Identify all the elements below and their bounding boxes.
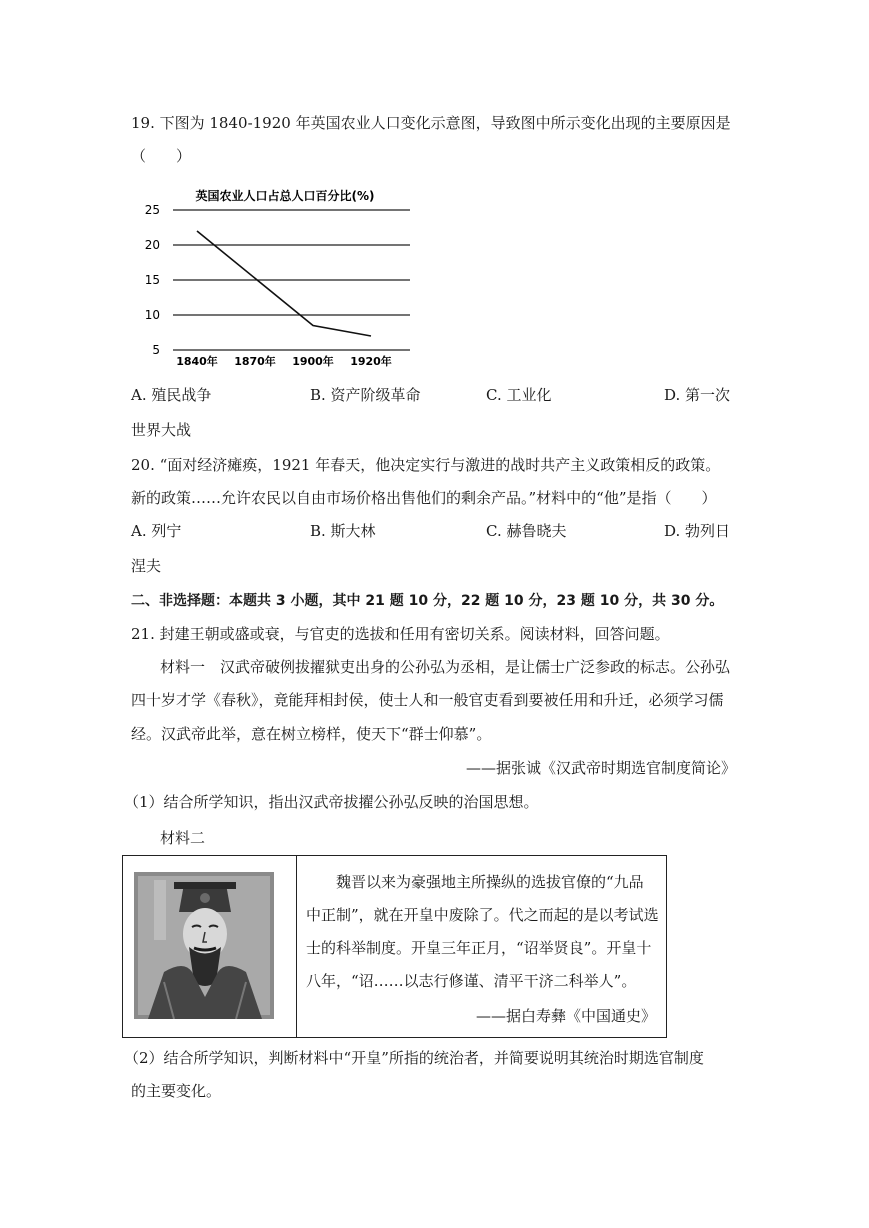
q19-stem-line1: 19. 下图为 1840-1920 年英国农业人口变化示意图，导致图中所示变化出现的主要原因是 (131, 114, 731, 132)
chart-title: 英国农业人口占总人口百分比(%) (195, 189, 375, 203)
material-1-line1: 材料一 汉武帝破例拔擢狱吏出身的公孙弘为丞相，是让儒士广泛参政的标志。公孙弘 (160, 658, 731, 676)
material-2-source: ——据白寿彝《中国通史》 (475, 1007, 656, 1025)
y-tick-label: 15 (144, 273, 160, 287)
emperor-portrait-image (134, 872, 274, 1019)
q21-sub-question-1: （1）结合所学知识，指出汉武帝拔擢公孙弘反映的治国思想。 (124, 793, 539, 811)
x-tick-label: 1840年 (176, 355, 218, 368)
y-tick-label: 10 (144, 308, 160, 322)
q20-stem-line2: 新的政策……允许农民以自由市场价格出售他们的剩余产品。”材料中的“他”是指（ ） (131, 489, 717, 507)
q19-option-d-continued: 世界大战 (131, 421, 192, 439)
q19-option-c[interactable]: C. 工业化 (486, 386, 552, 404)
q21-stem: 21. 封建王朝或盛或衰，与官吏的选拔和任用有密切关系。阅读材料，回答问题。 (131, 625, 670, 643)
material-1-line2: 四十岁才学《春秋》，竟能拜相封侯，使士人和一般官吏看到要被任用和升迁，必须学习儒 (131, 691, 724, 709)
q20-option-b[interactable]: B. 斯大林 (310, 522, 376, 540)
q20-option-c[interactable]: C. 赫鲁晓夫 (486, 522, 567, 540)
y-tick-label: 25 (144, 203, 160, 217)
q20-option-d-continued: 涅夫 (131, 557, 162, 575)
chart-y-tick-labels (145, 203, 160, 357)
material-2-line1: 魏晋以来为豪强地主所操纵的选拔官僚的“九品 (306, 873, 644, 891)
chart-series (197, 231, 371, 336)
q19-option-a[interactable]: A. 殖民战争 (131, 386, 212, 404)
material-1-source: ——据张诚《汉武帝时期选官制度简论》 (465, 759, 736, 777)
q20-option-a[interactable]: A. 列宁 (131, 522, 182, 540)
y-tick-label: 5 (152, 343, 160, 357)
material-2-label: 材料二 (160, 829, 206, 847)
q20-option-d[interactable]: D. 勃列日 (664, 522, 731, 540)
q19-option-b[interactable]: B. 资产阶级革命 (310, 386, 421, 404)
material-2-box-divider (296, 856, 297, 1037)
q21-sub-question-2-line2: 的主要变化。 (131, 1082, 222, 1100)
q19-option-d[interactable]: D. 第一次 (664, 386, 731, 404)
y-tick-label: 20 (144, 238, 160, 252)
material-2-line4: 八年，“诏……以志行修谨、清平干济二科举人”。 (306, 972, 637, 990)
material-1-line3: 经。汉武帝此举，意在树立榜样，使天下“群士仰慕”。 (131, 725, 492, 743)
q20-stem-line1: 20. “面对经济瘫痪，1921 年春天，他决定实行与激进的战时共产主义政策相反的政策。 (131, 456, 721, 474)
q21-sub-question-2-line1: （2）结合所学知识，判断材料中“开皇”所指的统治者，并简要说明其统治时期选官制度 (124, 1049, 704, 1067)
series-line (197, 231, 371, 336)
q19-answer-blank: （ ） (131, 147, 192, 165)
agri-population-chart (140, 180, 420, 370)
chart-x-tick-labels (176, 354, 392, 368)
x-tick-label: 1900年 (292, 355, 334, 368)
material-2-line3: 士的科举制度。开皇三年正月，“诏举贤良”。开皇十 (306, 939, 652, 957)
x-tick-label: 1920年 (350, 355, 392, 368)
chart-gridlines (173, 210, 410, 350)
x-tick-label: 1870年 (234, 355, 276, 368)
section-2-heading: 二、非选择题：本题共 3 小题，其中 21 题 10 分，22 题 10 分，23 题 10 分，共 30 分。 (131, 593, 724, 609)
material-2-line2: 中正制”，就在开皇中废除了。代之而起的是以考试选 (306, 906, 659, 924)
